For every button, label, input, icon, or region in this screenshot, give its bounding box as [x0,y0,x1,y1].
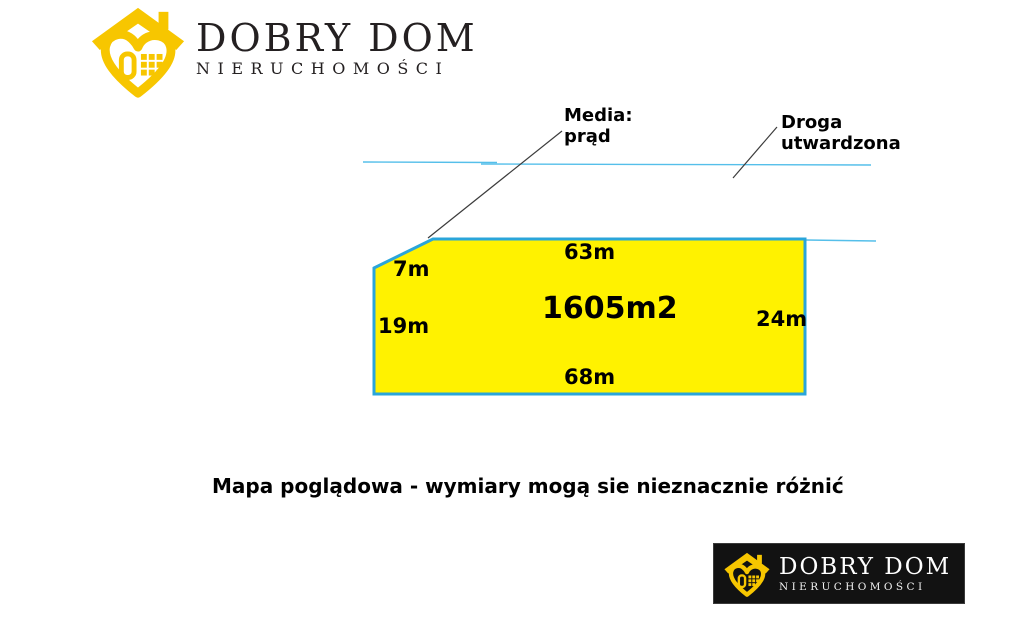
agency-subtitle: NIERUCHOMOŚCI [196,59,450,78]
media-pointer-line [428,131,562,238]
agency-logo-text [779,555,951,593]
road-line-top-left [363,162,497,163]
agency-subtitle: NIERUCHOMOŚCI [779,580,926,593]
road-label-line1: Droga [781,112,843,133]
dimension-top: 63m [564,240,616,264]
dimension-top-left: 7m [393,257,430,281]
road-label-line2: utwardzona [781,133,901,154]
dimension-bottom: 68m [564,365,616,389]
disclaimer-text: Mapa poglądowa - wymiary mogą sie nieznacznie różnić [212,474,844,498]
agency-name: DOBRY DOM [196,16,478,60]
dimension-left: 19m [378,314,430,338]
media-label-value: prąd [564,126,611,147]
agency-logo-bottom [713,543,965,604]
road-label [781,112,901,154]
agency-name: DOBRY DOM [779,553,952,580]
media-label [564,105,633,147]
droga-pointer-line [733,127,777,178]
road-line-side [806,240,876,241]
road-line-top-right [481,164,871,165]
area-label: 1605m2 [542,291,678,326]
media-label-title: Media: [564,105,633,126]
dimension-right: 24m [756,307,808,331]
house-heart-icon [723,550,771,600]
